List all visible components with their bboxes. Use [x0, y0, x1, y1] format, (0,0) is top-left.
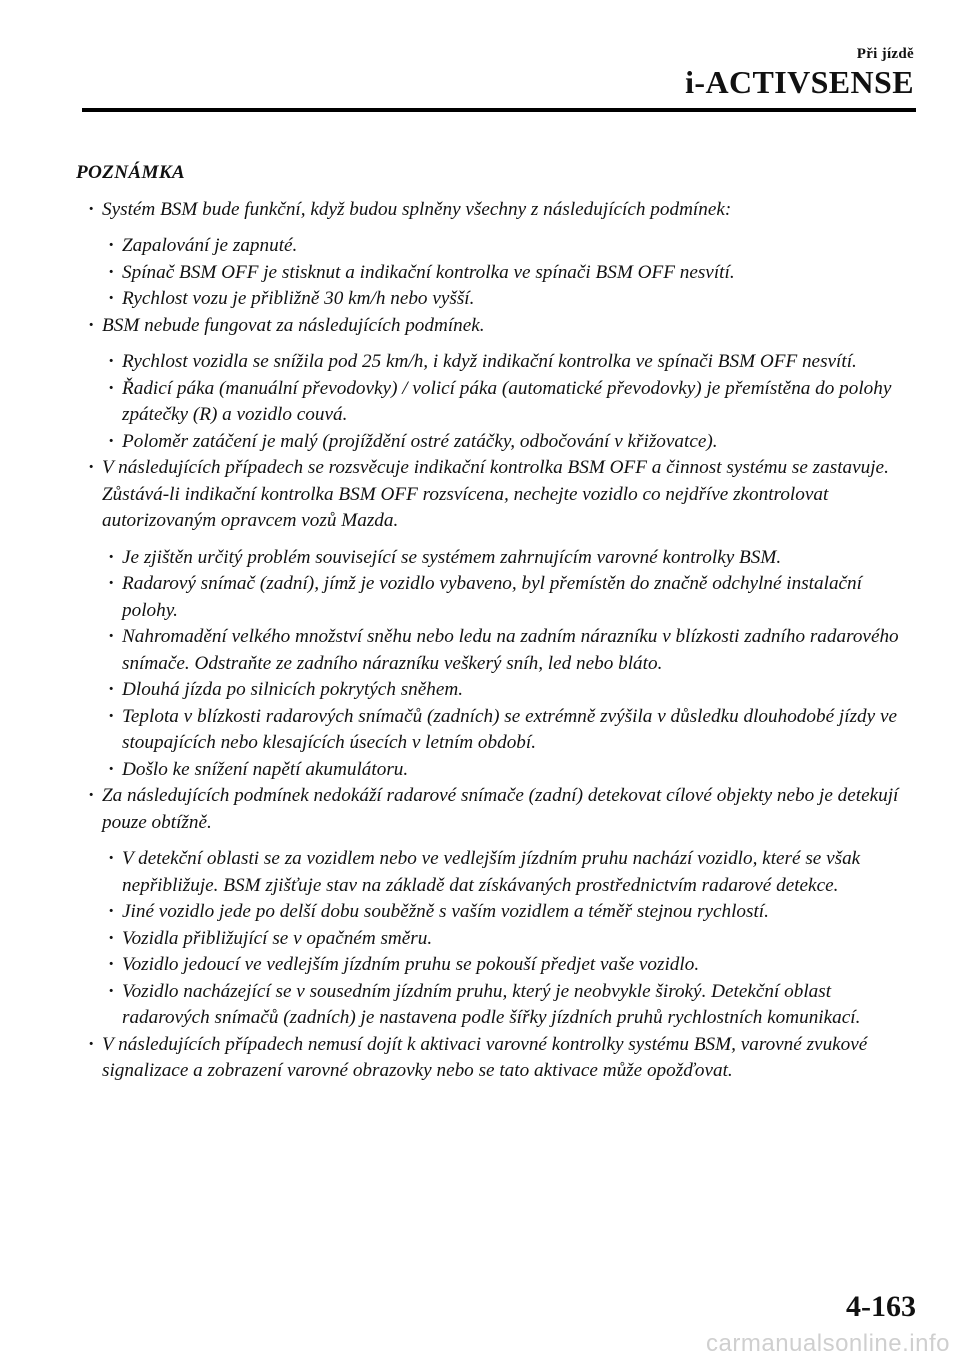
- sub-bullet-item: · Jiné vozidlo jede po delší dobu souběžně s vaším vozidlem a téměř stejnou rychlostí.: [76, 899, 918, 926]
- sub-bullet-item: · Nahromadění velkého množství sněhu nebo ledu na zadním nárazníku v blízkosti zadního radarového snímače. Odstraňte ze zadního nárazníku veškerý sníh, led nebo bláto.: [76, 624, 918, 677]
- page-number: 4-163: [846, 1290, 916, 1323]
- sub-bullet-item: · Došlo ke snížení napětí akumulátoru.: [76, 757, 918, 784]
- note-block: [76, 160, 918, 1085]
- sub-bullet-item: · Dlouhá jízda po silnicích pokrytých sněhem.: [76, 677, 918, 704]
- sub-bullet-item: · Poloměr zatáčení je malý (projíždění ostré zatáčky, odbočování v křižovatce).: [76, 429, 918, 456]
- section-label: Při jízdě: [856, 46, 914, 62]
- page-header: [0, 0, 960, 120]
- watermark-text: carmanualsonline.info: [706, 1330, 950, 1357]
- sub-bullet-item: · V detekční oblasti se za vozidlem nebo ve vedlejším jízdním pruhu nachází vozidlo, které se však nepřibližuje. BSM zjišťuje stav na základě dat získávaných prostřednictvím radarové detekce.: [76, 846, 918, 899]
- bullet-item: · Za následujících podmínek nedokáží radarové snímače (zadní) detekovat cílové objekty nebo je detekují pouze obtížně.: [76, 783, 918, 836]
- sub-bullet-item: · Vozidlo jedoucí ve vedlejším jízdním pruhu se pokouší předjet vaše vozidlo.: [76, 952, 918, 979]
- sub-bullet-item: · Spínač BSM OFF je stisknut a indikační kontrolka ve spínači BSM OFF nesvítí.: [76, 260, 918, 287]
- bullet-item: · Systém BSM bude funkční, když budou splněny všechny z následujících podmínek:: [76, 197, 918, 224]
- sub-bullet-item: · Vozidlo nacházející se v sousedním jízdním pruhu, který je neobvykle široký. Detekční oblast radarových snímačů (zadních) je nastavena podle šířky jízdních pruhů rychlostních komunikací.: [76, 979, 918, 1032]
- bullet-item: · V následujících případech se rozsvěcuje indikační kontrolka BSM OFF a činnost systému se zastavuje. Zůstává-li indikační kontrolka BSM OFF rozsvícena, nechejte vozidlo co nejdříve zkontrolovat autorizovaným opravcem vozů Mazda.: [76, 455, 918, 535]
- note-title: POZNÁMKA: [76, 162, 186, 183]
- bullet-item: · V následujících případech nemusí dojít k aktivaci varovné kontrolky systému BSM, varovné zvukové signalizace a zobrazení varovné obrazovky nebo se tato aktivace může opožďovat.: [76, 1032, 918, 1085]
- bullet-item: · BSM nebude fungovat za následujících podmínek.: [76, 313, 918, 340]
- sub-bullet-item: · Teplota v blízkosti radarových snímačů (zadních) se extrémně zvýšila v důsledku dlouhodobé jízdy ve stoupajících nebo klesajících úsecích v letním období.: [76, 704, 918, 757]
- sub-bullet-item: · Rychlost vozu je přibližně 30 km/h nebo vyšší.: [76, 286, 918, 313]
- sub-bullet-item: · Řadicí páka (manuální převodovky) / volicí páka (automatické převodovky) je přemístěna do polohy zpátečky (R) a vozidlo couvá.: [76, 376, 918, 429]
- sub-bullet-item: · Radarový snímač (zadní), jímž je vozidlo vybaveno, byl přemístěn do značně odchylné instalační polohy.: [76, 571, 918, 624]
- sub-bullet-item: · Je zjištěn určitý problém související se systémem zahrnujícím varovné kontrolky BSM.: [76, 545, 918, 572]
- sub-bullet-item: · Zapalování je zapnuté.: [76, 233, 918, 260]
- chapter-title: i-ACTIVSENSE: [685, 64, 914, 100]
- header-rule: [82, 108, 916, 112]
- sub-bullet-item: · Vozidla přibližující se v opačném směru.: [76, 926, 918, 953]
- sub-bullet-item: · Rychlost vozidla se snížila pod 25 km/h, i když indikační kontrolka ve spínači BSM OFF nesvítí.: [76, 349, 918, 376]
